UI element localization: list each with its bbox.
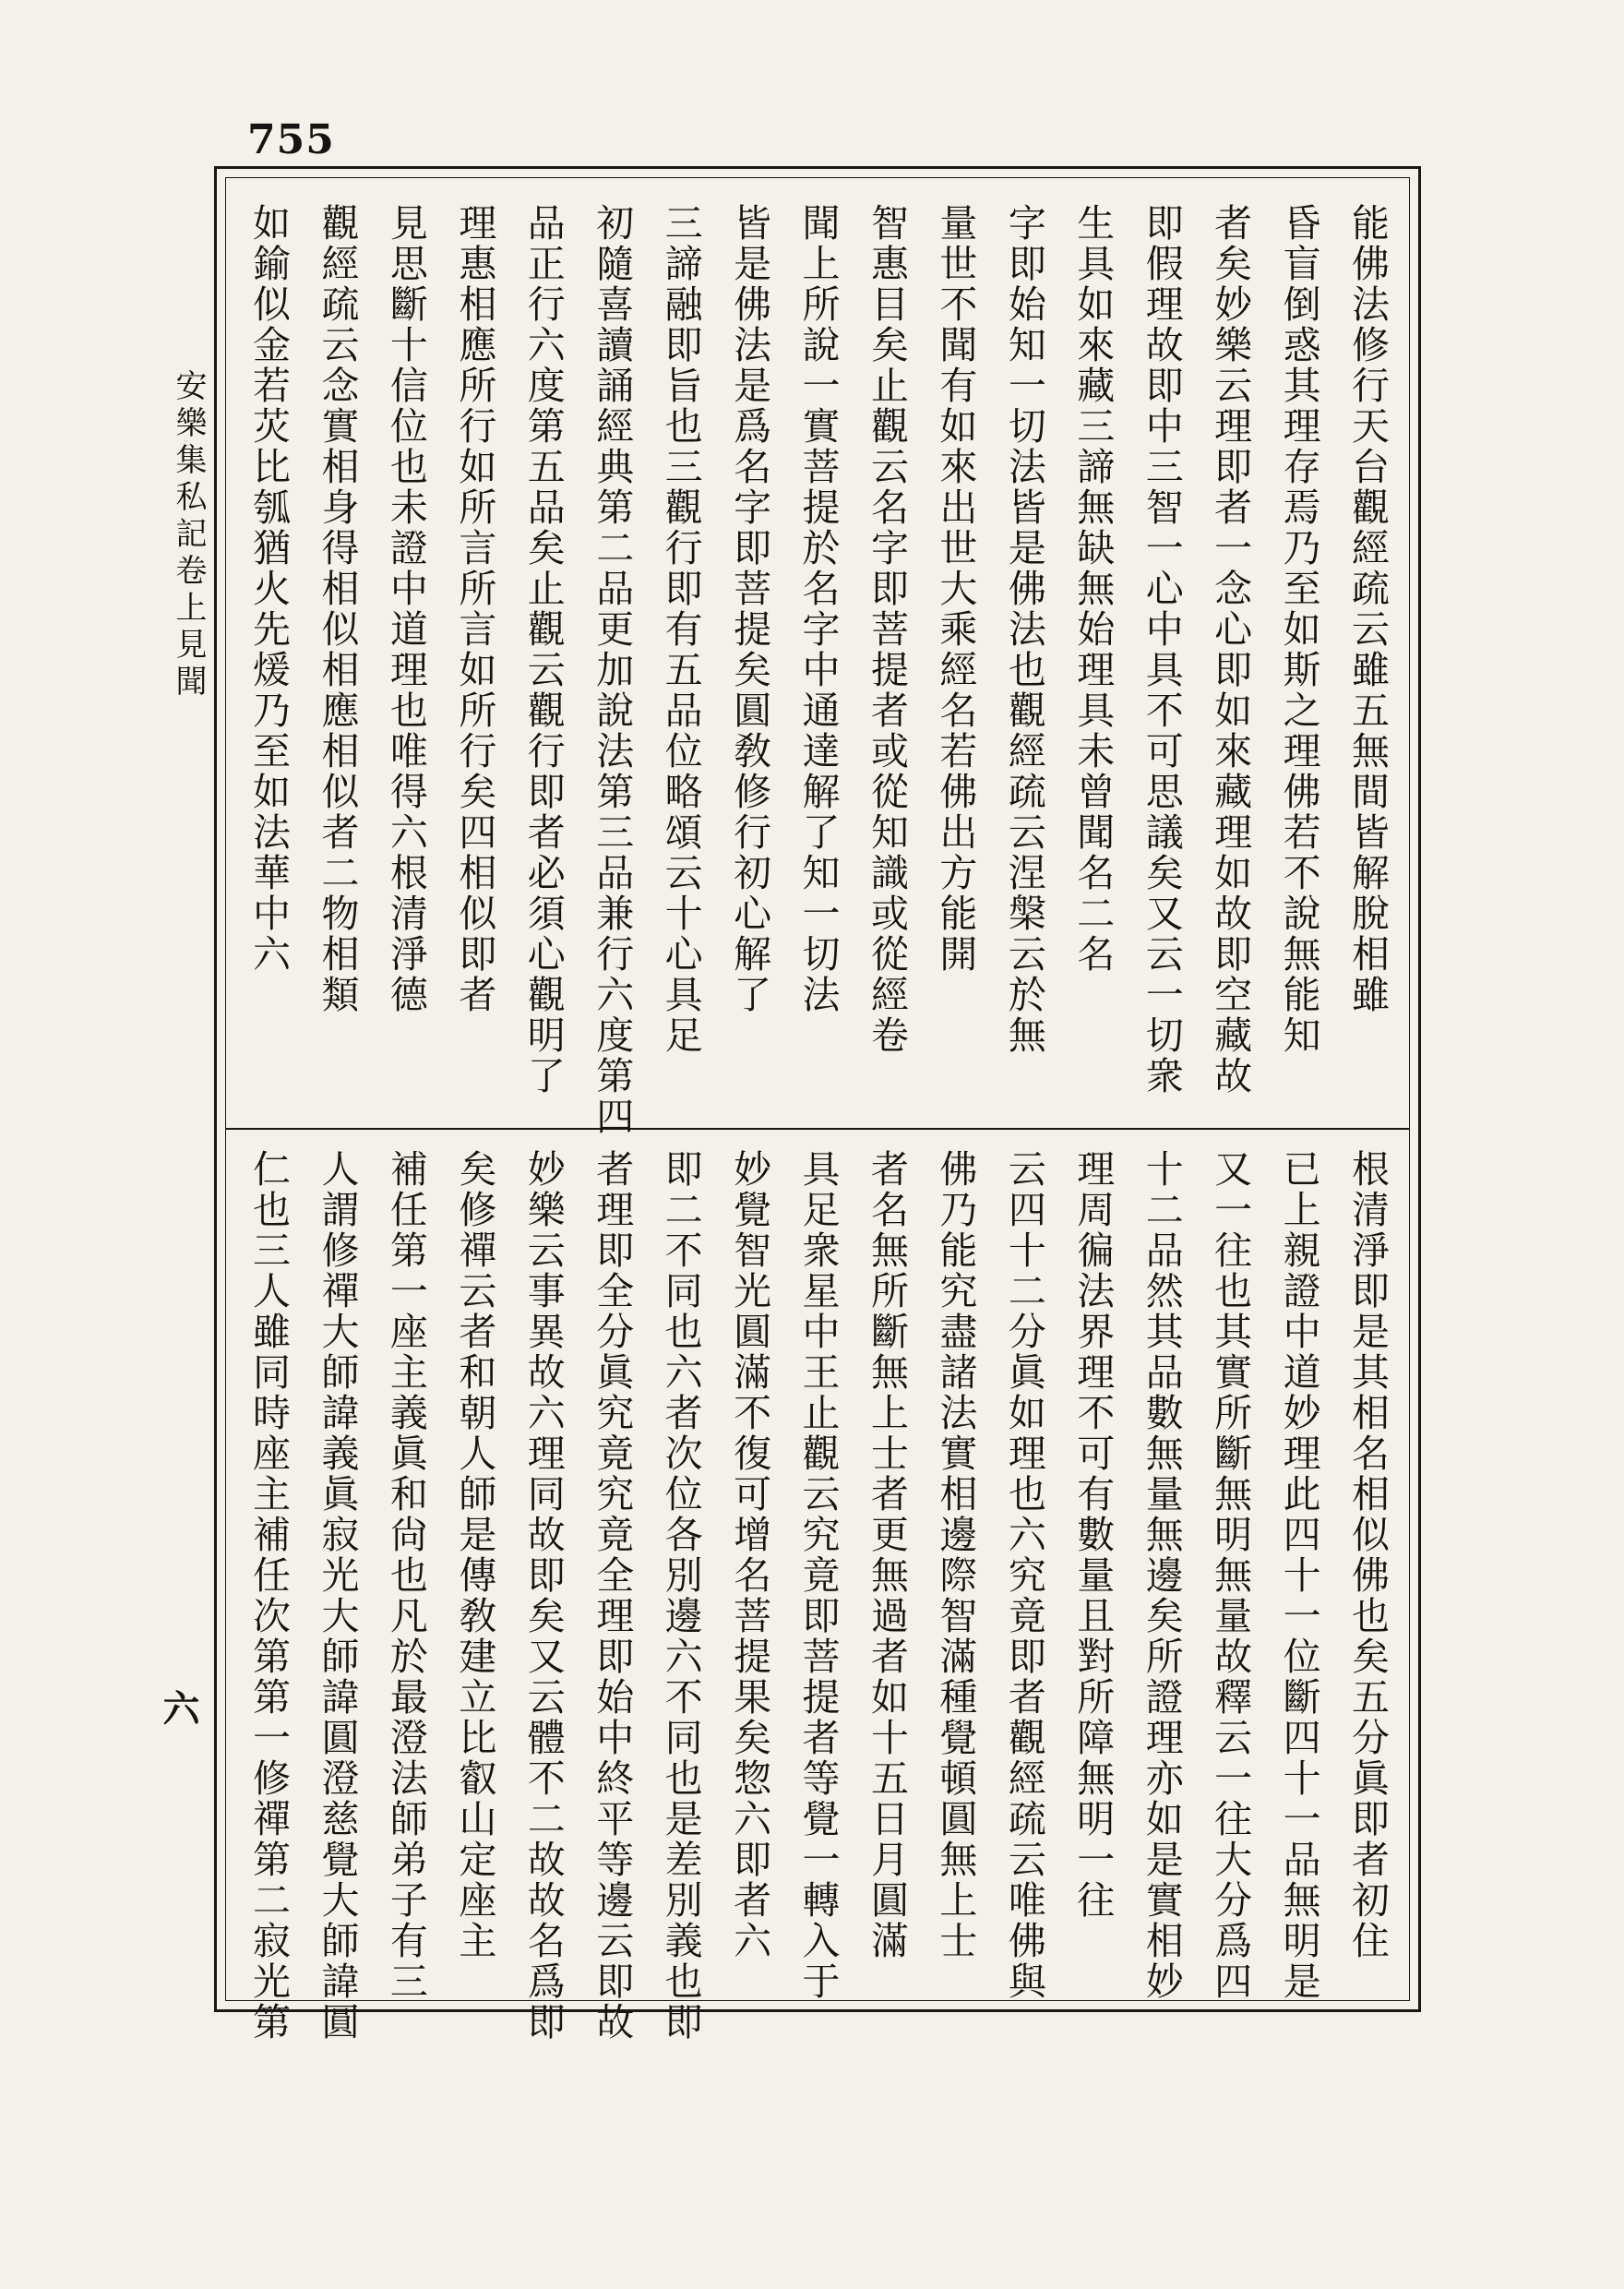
text-column: 妙覺智光圓滿不復可增名菩提果矣惣六即者六 (727, 1149, 772, 1961)
text-column: 生具如來藏三諦無缺無始理具未曾聞名二名 (1070, 203, 1116, 975)
text-column: 昏盲倒惑其理存焉乃至如斯之理佛若不說無能知 (1276, 203, 1321, 1056)
text-column: 理惠相應所行如所言所言如所行矣四相似即者 (452, 203, 497, 1015)
text-column: 品正行六度第五品矣止觀云觀行即者必須心觀明了 (520, 203, 566, 1097)
text-column: 三諦融即旨也三觀行即有五品位略頌云十心具足 (658, 203, 703, 1056)
text-column: 根清淨即是其相名相似佛也矣五分眞即者初住 (1345, 1149, 1390, 1961)
text-column: 已上親證中道妙理此四十一位斷四十一品無明是 (1276, 1149, 1321, 2002)
text-column: 具足衆星中王止觀云究竟即菩提者等覺一轉入于 (795, 1149, 841, 2002)
text-column: 者矣妙樂云理即者一念心即如來藏理如故即空藏故 (1208, 203, 1253, 1097)
text-column: 智惠目矣止觀云名字即菩提者或從知識或從經卷 (864, 203, 909, 1056)
text-column: 如鍮似金若苂比瓠猶火先煖乃至如法華中六 (246, 203, 291, 975)
text-column: 仁也三人雖同時座主補任次第第一修禪第二寂光第 (246, 1149, 291, 2043)
text-column: 初隨喜讀誦經典第二品更加說法第三品兼行六度第四 (590, 203, 635, 1137)
margin-folio: 六 (157, 1689, 200, 1726)
text-column: 聞上所說一實菩提於名字中通達解了知一切法 (795, 203, 841, 1015)
text-column: 量世不聞有如來出世大乘經名若佛出方能開 (933, 203, 978, 975)
text-column: 妙樂云事異故六理同故即矣又云體不二故故名爲即 (520, 1149, 566, 2043)
text-column: 十二品然其品數無量無邊矣所證理亦如是實相妙 (1139, 1149, 1184, 2002)
upper-register (246, 203, 1390, 1137)
text-column: 者名無所斷無上士者更無過者如十五日月圓滿 (864, 1149, 909, 1961)
text-column: 補任第一座主義眞和尙也凡於最澄法師弟子有三 (383, 1149, 428, 2002)
text-column: 人謂修禪大師諱義眞寂光大師諱圓澄慈覺大師諱圓 (315, 1149, 360, 2043)
text-column: 者理即全分眞究竟究竟全理即始中終平等邊云即故 (590, 1149, 635, 2043)
page-number: 755 (247, 116, 335, 163)
text-column: 見思斷十信位也未證中道理也唯得六根清淨德 (383, 203, 428, 1015)
text-column: 皆是佛法是爲名字即菩提矣圓敎修行初心解了 (727, 203, 772, 1015)
text-column: 能佛法修行天台觀經疏云雖五無間皆解脫相雖 (1345, 203, 1390, 1015)
text-column: 理周徧法界理不可有數量且對所障無明一往 (1070, 1149, 1116, 1921)
text-column: 云四十二分眞如理也六究竟即者觀經疏云唯佛與 (1001, 1149, 1046, 2002)
text-column: 即二不同也六者次位各別邊六不同也是差別義也即 (658, 1149, 703, 2043)
text-column: 矣修禪云者和朝人師是傳敎建立比叡山定座主 (452, 1149, 497, 1961)
running-head: 安樂集私記卷上見聞 (170, 369, 207, 701)
text-column: 佛乃能究盡諸法實相邊際智滿種覺頓圓無上士 (933, 1149, 978, 1961)
register-divider (225, 1128, 1410, 1130)
text-column: 觀經疏云念實相身得相似相應相似者二物相類 (315, 203, 360, 1015)
text-column: 即假理故即中三智一心中具不可思議矣又云一切衆 (1139, 203, 1184, 1097)
text-column: 又一往也其實所斷無明無量故釋云一往大分爲四 (1208, 1149, 1253, 2002)
text-column: 字即始知一切法皆是佛法也觀經疏云涅槃云於無 (1001, 203, 1046, 1056)
lower-register (246, 1149, 1390, 2043)
